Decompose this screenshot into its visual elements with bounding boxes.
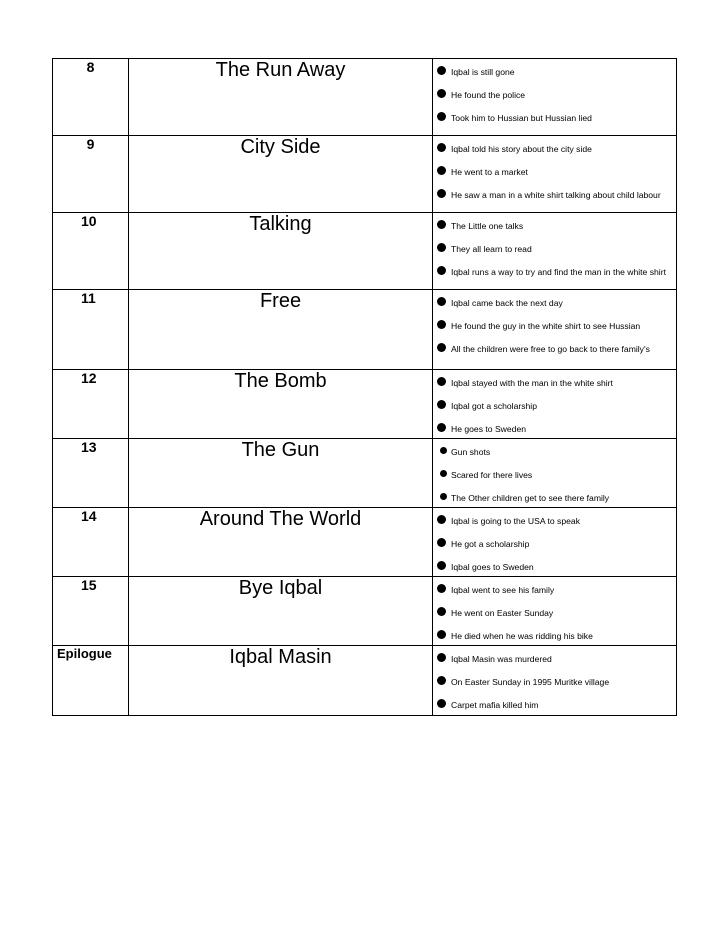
note-text: He got a scholarship (451, 539, 530, 549)
bullet-icon (437, 143, 446, 152)
bullet-icon (437, 243, 446, 252)
chapter-title: City Side (240, 136, 321, 158)
chapter-number-cell (53, 508, 129, 577)
list-item (437, 654, 670, 666)
note-text: Iqbal got a scholarship (451, 401, 537, 411)
list-item (437, 516, 670, 528)
chapter-title-cell (129, 370, 433, 439)
note-text: Carpet mafia killed him (451, 700, 539, 710)
note-text: He saw a man in a white shirt talking about child labour (451, 190, 661, 200)
table-row (53, 213, 677, 290)
notes-list (433, 370, 676, 438)
bullet-icon (437, 699, 446, 708)
note-text: On Easter Sunday in 1995 Muritke village (451, 677, 610, 687)
chapter-number-cell (53, 439, 129, 508)
list-item (437, 401, 670, 413)
list-item (437, 424, 670, 436)
list-item (437, 677, 670, 689)
chapter-title-cell (129, 508, 433, 577)
chapter-title: Free (259, 290, 302, 312)
bullet-icon (440, 447, 447, 454)
chapter-summary-table (52, 58, 677, 716)
chapter-number-cell (53, 59, 129, 136)
note-text: Iqbal is going to the USA to speak (451, 516, 580, 526)
list-item (437, 90, 670, 102)
chapter-number-cell (53, 213, 129, 290)
note-text: Iqbal went to see his family (451, 585, 555, 595)
bullet-icon (437, 189, 446, 198)
list-item (437, 167, 670, 179)
bullet-icon (437, 584, 446, 593)
bullet-icon (440, 493, 447, 500)
chapter-notes-cell (433, 439, 677, 508)
chapter-title: The Bomb (234, 370, 327, 392)
chapter-number-cell (53, 370, 129, 439)
chapter-title-cell (129, 290, 433, 370)
chapter-title-cell (129, 646, 433, 716)
bullet-icon (437, 400, 446, 409)
note-text: The Other children get to see there family (451, 493, 610, 503)
bullet-icon (437, 66, 446, 75)
chapter-title-cell (129, 439, 433, 508)
table-row (53, 290, 677, 370)
list-item (437, 700, 670, 712)
chapter-notes-cell (433, 508, 677, 577)
bullet-icon (437, 166, 446, 175)
bullet-icon (437, 676, 446, 685)
note-text: He went on Easter Sunday (451, 608, 554, 618)
list-item (437, 221, 670, 233)
notes-list (433, 213, 676, 281)
bullet-icon (437, 320, 446, 329)
list-item (437, 267, 670, 279)
list-item (437, 585, 670, 597)
table-row (53, 439, 677, 508)
note-text: Scared for there lives (451, 470, 533, 480)
chapter-title: Bye Iqbal (238, 577, 323, 599)
note-text: He goes to Sweden (451, 424, 527, 434)
notes-list (433, 136, 676, 204)
list-item (437, 562, 670, 574)
note-text: He found the guy in the white shirt to see Hussian (451, 321, 641, 331)
chapter-notes-cell (433, 577, 677, 646)
note-text: The Little one talks (451, 221, 524, 231)
chapter-number-cell (53, 290, 129, 370)
bullet-icon (437, 607, 446, 616)
list-item (437, 608, 670, 620)
chapter-number: 10 (81, 213, 97, 229)
chapter-number: 12 (81, 370, 97, 386)
note-text: Iqbal goes to Sweden (451, 562, 534, 572)
note-text: Iqbal Masin was murdered (451, 654, 552, 664)
table-row (53, 577, 677, 646)
table-row (53, 508, 677, 577)
chapter-number-cell (53, 136, 129, 213)
chapter-title-cell (129, 136, 433, 213)
note-text: He went to a market (451, 167, 528, 177)
list-item (437, 67, 670, 79)
notes-list (433, 508, 676, 576)
notes-list (433, 646, 676, 714)
bullet-icon (437, 630, 446, 639)
bullet-icon (437, 343, 446, 352)
note-text: Iqbal came back the next day (451, 298, 563, 308)
list-item (437, 631, 670, 643)
table-row (53, 646, 677, 716)
list-item (437, 470, 670, 482)
table-row (53, 59, 677, 136)
bullet-icon (437, 377, 446, 386)
note-text: Iqbal stayed with the man in the white shirt (451, 378, 613, 388)
chapter-notes-cell (433, 59, 677, 136)
chapter-title: Iqbal Masin (229, 646, 332, 668)
bullet-icon (437, 515, 446, 524)
chapter-notes-cell (433, 213, 677, 290)
list-item (437, 539, 670, 551)
chapter-number: 15 (81, 577, 97, 593)
bullet-icon (440, 470, 447, 477)
note-text: Iqbal runs a way to try and find the man in the white shirt (451, 267, 666, 277)
bullet-icon (437, 561, 446, 570)
note-text: He died when he was ridding his bike (451, 631, 593, 641)
chapter-notes-cell (433, 646, 677, 716)
chapter-number: Epilogue (57, 646, 112, 661)
chapter-number: 8 (86, 59, 95, 75)
bullet-icon (437, 653, 446, 662)
note-text: He found the police (451, 90, 526, 100)
list-item (437, 244, 670, 256)
notes-list (433, 577, 676, 645)
chapter-notes-cell (433, 290, 677, 370)
list-item (437, 190, 670, 202)
list-item (437, 298, 670, 310)
chapter-number: 9 (86, 136, 95, 152)
bullet-icon (437, 266, 446, 275)
chapter-title-cell (129, 577, 433, 646)
table-row (53, 136, 677, 213)
chapter-title: Around The World (199, 508, 362, 530)
note-text: All the children were free to go back to there family's (451, 344, 650, 354)
list-item (437, 344, 670, 356)
table-body (53, 59, 677, 716)
chapter-title-cell (129, 59, 433, 136)
list-item (437, 378, 670, 390)
notes-list (433, 59, 676, 127)
chapter-title-cell (129, 213, 433, 290)
bullet-icon (437, 112, 446, 121)
chapter-number-cell (53, 646, 129, 716)
bullet-icon (437, 538, 446, 547)
chapter-title: The Gun (241, 439, 320, 461)
bullet-icon (437, 423, 446, 432)
chapter-number: 11 (81, 290, 96, 306)
table-row (53, 370, 677, 439)
list-item (437, 144, 670, 156)
note-text: Gun shots (451, 447, 491, 457)
note-text: They all learn to read (451, 244, 532, 254)
chapter-notes-cell (433, 136, 677, 213)
bullet-icon (437, 220, 446, 229)
bullet-icon (437, 297, 446, 306)
list-item (437, 113, 670, 125)
notes-list (433, 439, 676, 507)
chapter-number-cell (53, 577, 129, 646)
notes-list (433, 290, 676, 358)
list-item (437, 321, 670, 333)
note-text: Took him to Hussian but Hussian lied (451, 113, 592, 123)
list-item (437, 493, 670, 505)
note-text: Iqbal is still gone (451, 67, 515, 77)
list-item (437, 447, 670, 459)
chapter-notes-cell (433, 370, 677, 439)
chapter-title: Talking (249, 213, 312, 235)
chapter-title: The Run Away (215, 59, 346, 81)
note-text: Iqbal told his story about the city side (451, 144, 592, 154)
chapter-number: 14 (81, 508, 97, 524)
chapter-number: 13 (81, 439, 97, 455)
bullet-icon (437, 89, 446, 98)
